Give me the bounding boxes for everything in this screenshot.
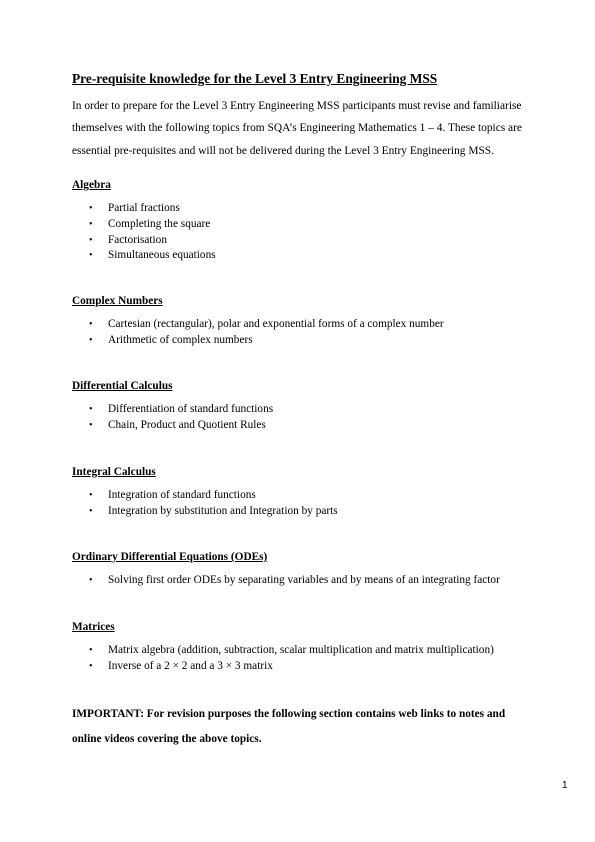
bullet-icon: • [89, 404, 93, 415]
list-item-text: Arithmetic of complex numbers [108, 333, 253, 346]
list-item-text: Solving first order ODEs by separating variables and by means of an integrating factor [108, 574, 500, 586]
list-item-text: Integration of standard functions [108, 489, 256, 501]
list-item [72, 317, 552, 333]
section-matrices [72, 620, 552, 675]
list-item [72, 488, 552, 504]
intro-line: essential pre-requisites and will not be delivered during the Level 3 Entry Engineering MSS. [72, 144, 494, 157]
topic-list [72, 201, 552, 264]
bullet-icon: • [89, 218, 93, 230]
section-heading: Ordinary Differential Equations (ODEs) [72, 551, 268, 563]
bullet-icon: • [89, 505, 93, 517]
list-item-text: Factorisation [108, 233, 167, 246]
topic-list [72, 643, 552, 675]
list-item [72, 233, 552, 249]
list-item-text: Chain, Product and Quotient Rules [108, 418, 266, 431]
bullet-icon: • [89, 490, 93, 501]
section-differential-calculus [72, 379, 552, 434]
list-item [72, 643, 552, 659]
topic-list [72, 402, 552, 434]
list-item [72, 217, 552, 233]
list-item [72, 418, 552, 434]
list-item-text: Integration by substitution and Integration by parts [108, 504, 338, 517]
important-line: online videos covering the above topics. [72, 733, 262, 745]
list-item-text: Cartesian (rectangular), polar and exponential forms of a complex number [108, 318, 444, 330]
topic-list [72, 317, 552, 349]
list-item-text: Simultaneous equations [108, 249, 216, 262]
section-integral-calculus [72, 465, 552, 520]
list-item-text: Matrix algebra (addition, subtraction, scalar multiplication and matrix multiplication) [108, 644, 494, 656]
list-item [72, 333, 552, 349]
list-item-text: Inverse of a 2 × 2 and a 3 × 3 matrix [108, 659, 273, 672]
topic-list [72, 573, 552, 589]
list-item-text: Completing the square [108, 217, 211, 230]
bullet-icon: • [89, 234, 93, 246]
list-item-text: Differentiation of standard functions [108, 403, 274, 415]
section-heading: Complex Numbers [72, 295, 163, 307]
intro-line: themselves with the following topics from SQA’s Engineering Mathematics 1 – 4. These topics are [72, 122, 522, 135]
section-heading: Differential Calculus [72, 380, 173, 392]
list-item [72, 201, 552, 217]
bullet-icon: • [89, 319, 93, 330]
list-item [72, 248, 552, 264]
intro-line: In order to prepare for the Level 3 Entry Engineering MSS participants must revise and familiarise [72, 100, 522, 112]
bullet-icon: • [89, 660, 93, 672]
section-algebra [72, 178, 552, 264]
list-item [72, 402, 552, 418]
list-item [72, 573, 552, 589]
topic-list [72, 488, 552, 520]
bullet-icon: • [89, 203, 93, 214]
section-heading: Algebra [72, 179, 111, 191]
list-item [72, 504, 552, 520]
intro-paragraph [72, 95, 542, 162]
section-heading: Integral Calculus [72, 466, 156, 478]
page-title: Pre-requisite knowledge for the Level 3 Entry Engineering MSS [72, 71, 438, 86]
bullet-icon: • [89, 334, 93, 346]
section-heading: Matrices [72, 621, 115, 633]
important-note [72, 702, 552, 752]
section-odes [72, 550, 552, 589]
bullet-icon: • [89, 575, 93, 586]
bullet-icon: • [89, 419, 93, 431]
list-item [72, 659, 552, 675]
important-line: IMPORTANT: For revision purposes the following section contains web links to notes and [72, 708, 506, 720]
page-number: 1 [562, 780, 568, 791]
list-item-text: Partial fractions [108, 202, 180, 214]
bullet-icon: • [89, 250, 93, 262]
bullet-icon: • [89, 645, 93, 656]
section-complex-numbers [72, 294, 552, 349]
